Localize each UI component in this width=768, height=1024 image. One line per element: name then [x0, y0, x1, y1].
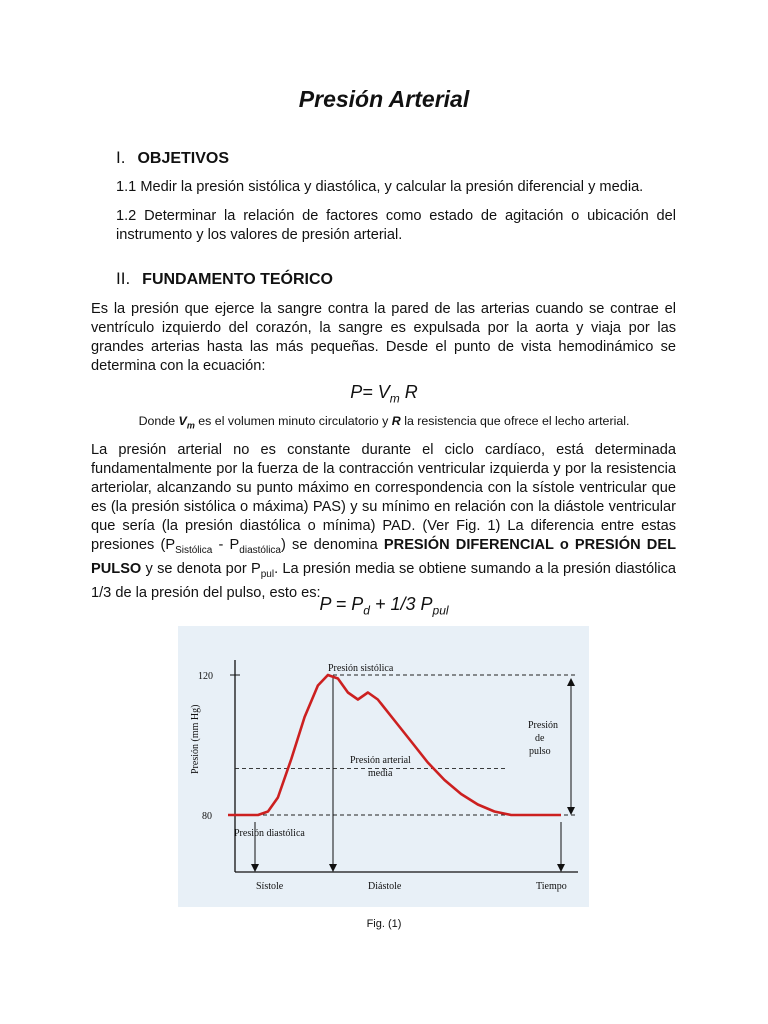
section-label: FUNDAMENTO TEÓRICO — [142, 271, 333, 288]
equation-resistance: $P= V_m$ R — [350, 382, 418, 406]
x-label-sistole: Sístole — [256, 881, 284, 892]
intro-paragraph: Es la presión que ejerce la sangre contra la pared de las arterias cuando se contrae el ventrículo izquierdo del corazón, la sangre es expulsada por la aorta y viaja por las grandes arterias hasta las más pequeñas. Desde el punto de vista hemodinámico se determina con la ecuación: — [91, 301, 676, 374]
pressure-chart-svg — [178, 626, 589, 907]
y-tick-label-120: 120 — [198, 671, 213, 682]
y-axis-label: Presión (mm Hg) — [190, 704, 201, 774]
annotation-pulse-1: Presión — [528, 720, 558, 731]
figure-caption: Fig. (1) — [366, 918, 402, 930]
x-label-diastole: Diástole — [368, 881, 402, 892]
objective-1: 1.1 Medir la presión sistólica y diastólica, y calcular la presión diferencial y media. — [116, 179, 644, 195]
section-number: II. — [116, 269, 131, 288]
section-heading-objetivos — [116, 148, 229, 168]
pressure-curve — [228, 675, 561, 815]
figure-blood-pressure-chart — [178, 626, 589, 907]
annotation-mean-2: media — [368, 768, 393, 779]
annotation-diastolic: Presión diastólica — [234, 828, 305, 839]
equation-mean-pressure: $P = P_d + 1/3$ $P_{pul}$ — [319, 594, 449, 618]
objective-2: 1.2 Determinar la relación de factores como estado de agitación o ubicación del instrumento y los valores de presión arterial. — [116, 208, 676, 243]
x-label-tiempo: Tiempo — [536, 881, 567, 892]
section-label: OBJETIVOS — [137, 150, 230, 167]
equation-note: Donde $V_m$ es el volumen minuto circulatorio y R la resistencia que ofrece el lecho arterial. — [138, 414, 630, 431]
y-tick-label-80: 80 — [202, 811, 212, 822]
annotation-mean-1: Presión arterial — [350, 755, 411, 766]
section-number: I. — [116, 148, 126, 167]
page-title: Presión Arterial — [298, 86, 470, 112]
annotation-pulse-3: pulso — [529, 746, 551, 757]
annotation-systolic: Presión sistólica — [328, 663, 394, 674]
section-heading-fundamento — [116, 269, 333, 289]
body-paragraph: La presión arterial no es constante durante el ciclo cardíaco, está determinada fundamentalmente por la fuerza de la contracción ventricular izquierda y por la resistencia arteriolar, alcanzando su punto máximo en correspondencia con la sístole ventricular que es (la presión sistólica o máxima) PAS) y su mínimo en relación con la diástole ventricular que sería (la presión diastólica o mínima) PAD. (Ver Fig. 1) La diferencia entre estas presiones $(P_{Sistólica} - P_{diastólica})$ se denomina PRESIÓN DIFERENCIAL o PRESIÓN DEL PULSO y se denota por $P_{pul}$. La presión media se obtiene sumando a la presión diastólica 1/3 de la presión del pulso, esto es: — [91, 442, 676, 601]
annotation-pulse-2: de — [535, 733, 545, 744]
